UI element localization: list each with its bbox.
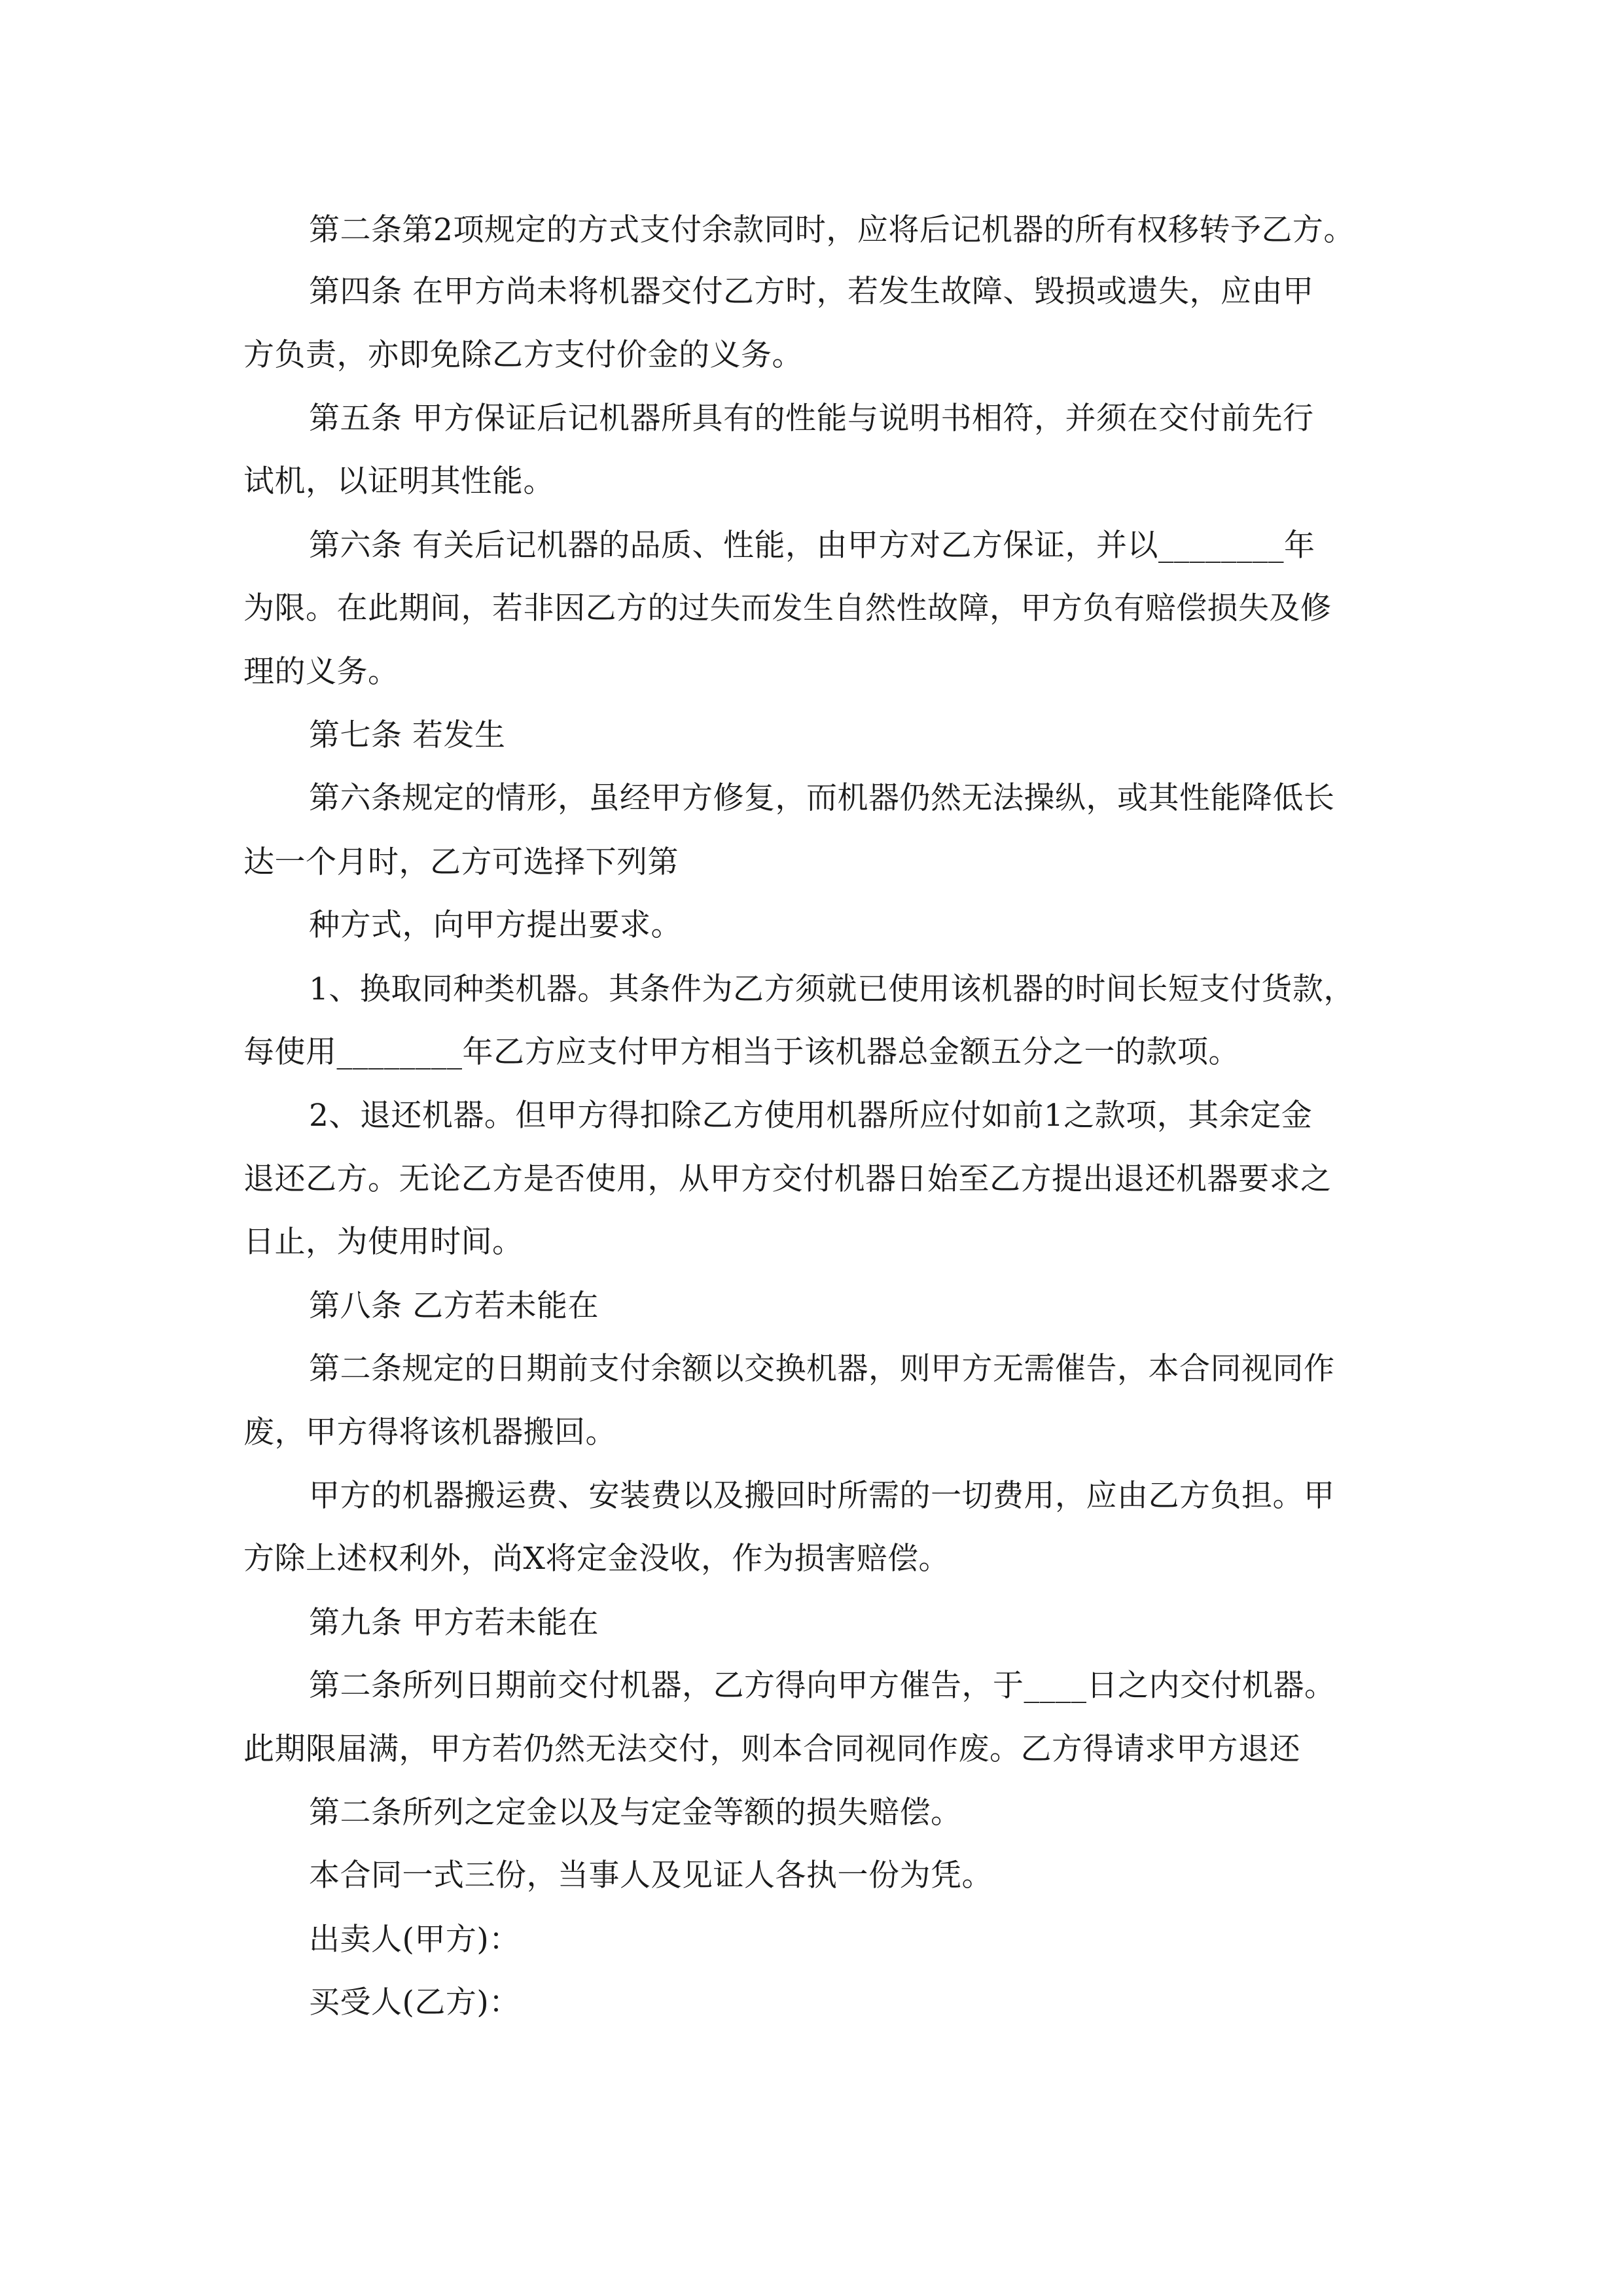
line-18: 第八条 乙方若未能在 [309,1288,599,1324]
buyer-signature-label: 买受人(乙方)： [309,1984,520,2020]
line-12: 种方式，向甲方提出要求。 [309,907,682,943]
line-13: 1、换取同种类机器。其条件为乙方须就已使用该机器的时间长短支付货款， [309,971,1355,1007]
line-20: 废，甲方得将该机器搬回。 [243,1414,616,1450]
line-17: 日止，为使用时间。 [243,1224,524,1260]
line-2: 第四条 在甲方尚未将机器交付乙方时，若发生故障、毁损或遗失，应由甲 [309,274,1314,310]
line-15: 2、退还机器。但甲方得扣除乙方使用机器所应付如前1之款项，其余定金 [309,1098,1313,1134]
line-26: 第二条所列之定金以及与定金等额的损失赔偿。 [309,1795,962,1831]
line-21: 甲方的机器搬运费、安装费以及搬回时所需的一切费用，应由乙方负担。甲 [309,1478,1335,1514]
line-10: 第六条规定的情形，虽经甲方修复，而机器仍然无法操纵，或其性能降低长 [309,780,1335,816]
line-4: 第五条 甲方保证后记机器所具有的性能与说明书相符，并须在交付前先行 [309,401,1314,437]
line-14: 每使用________年乙方应支付甲方相当于该机器总金额五分之一的款项。 [243,1034,1240,1070]
seller-signature-label: 出卖人(甲方)： [309,1922,520,1958]
line-16: 退还乙方。无论乙方是否使用，从甲方交付机器日始至乙方提出退还机器要求之 [243,1161,1332,1197]
line-8: 理的义务。 [243,654,399,690]
line-23: 第九条 甲方若未能在 [309,1605,599,1641]
line-19: 第二条规定的日期前支付余额以交换机器，则甲方无需催告，本合同视同作 [309,1351,1335,1387]
line-22: 方除上述权利外，尚X将定金没收，作为损害赔偿。 [243,1541,950,1577]
line-1: 第二条第2项规定的方式支付余款同时，应将后记机器的所有权移转予乙方。 [309,212,1355,248]
line-9: 第七条 若发生 [309,717,506,753]
line-3: 方负责，亦即免除乙方支付价金的义务。 [243,337,803,373]
line-5: 试机，以证明其性能。 [243,463,554,499]
line-11: 达一个月时，乙方可选择下列第 [243,844,679,880]
line-27: 本合同一式三份，当事人及见证人各执一份为凭。 [309,1857,993,1893]
line-25: 此期限届满，甲方若仍然无法交付，则本合同视同作废。乙方得请求甲方退还 [243,1731,1300,1767]
line-6: 第六条 有关后记机器的品质、性能，由甲方对乙方保证，并以________年 [309,528,1315,564]
line-24: 第二条所列日期前交付机器，乙方得向甲方催告，于____日之内交付机器。 [309,1668,1336,1704]
line-7: 为限。在此期间，若非因乙方的过失而发生自然性故障，甲方负有赔偿损失及修 [243,590,1332,626]
